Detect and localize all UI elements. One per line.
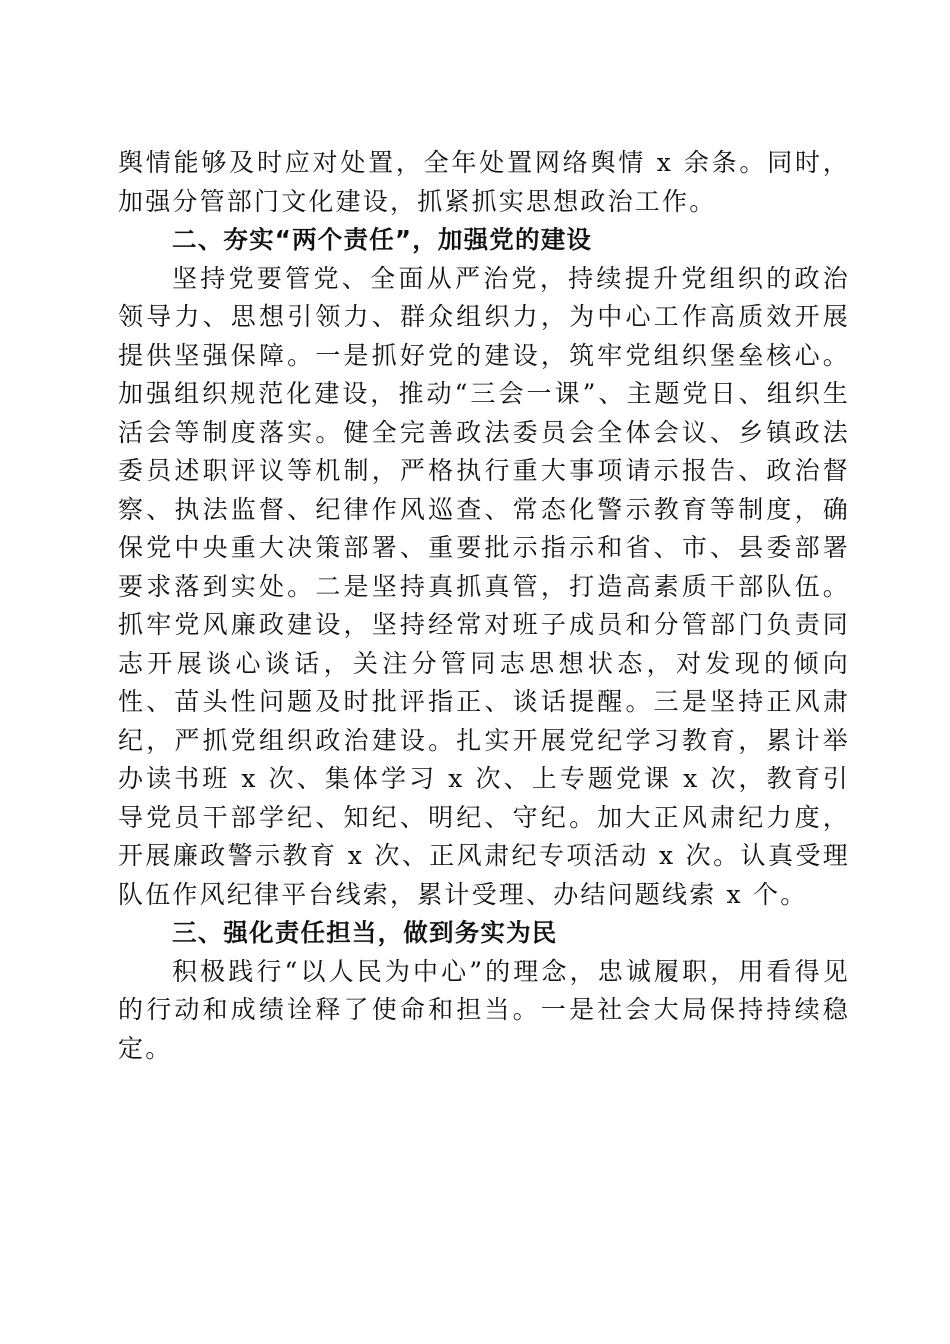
paragraph-party-building: 坚持党要管党、全面从严治党，持续提升党组织的政治领导力、思想引领力、群众组织力，为中心工作高质效开展提供坚强保障。一是抓好党的建设，筑牢党组织堡垒核心。加强组织规范化建设，推动“三会一课”、主题党日、组织生活会等制度落实。健全完善政法委员会全体会议、乡镇政法委员述职评议等机制，严格执行重大事项请示报告、政治督察、执法监督、纪律作风巡查、常态化警示教育等制度，确保党中央重大决策部署、重要批示指示和省、市、县委部署要求落到实处。二是坚持真抓真管，打造高素质干部队伍。抓牢党风廉政建设，坚持经常对班子成员和分管部门负责同志开展谈心谈话，关注分管同志思想状态，对发现的倾向性、苗头性问题及时批评指正、谈话提醒。三是坚持正风肃纪，严抓党组织政治建设。扎实开展党纪学习教育，累计举办读书班 x 次、集体学习 x 次、上专题党课 x 次，教育引导党员干部学纪、知纪、明纪、守纪。加大正风肃纪力度，开展廉政警示教育 x 次、正风肃纪专项活动 x 次。认真受理队伍作风纪律平台线索，累计受理、办结问题线索 x 个。 — [118, 263, 850, 909]
paragraph-opinion-handling: 舆情能够及时应对处置，全年处置网络舆情 x 余条。同时，加强分管部门文化建设，抓紧抓实思想政治工作。 — [118, 148, 850, 216]
section-heading-two: 二、夯实“两个责任”，加强党的建设 — [172, 225, 593, 254]
document-body — [118, 144, 850, 1068]
paragraph-people-centered: 积极践行“以人民为中心”的理念，忠诚履职，用看得见的行动和成绩诠释了使命和担当。一是社会大局保持持续稳定。 — [118, 956, 850, 1063]
section-heading-three: 三、强化责任担当，做到务实为民 — [172, 918, 558, 947]
